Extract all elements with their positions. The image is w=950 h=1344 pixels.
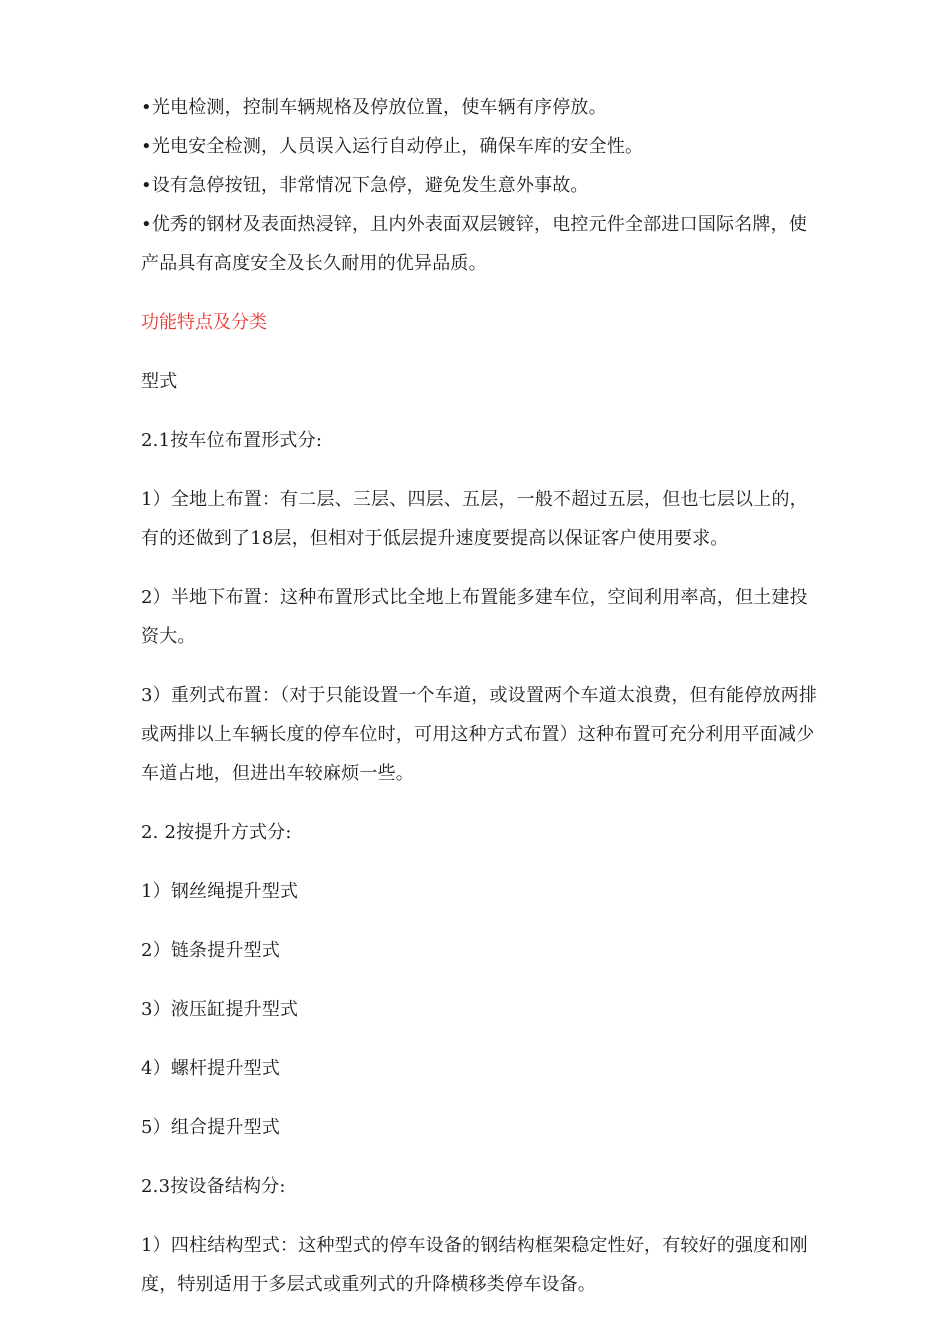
bullet-item: •光电检测，控制车辆规格及停放位置，使车辆有序停放。 bbox=[141, 97, 607, 118]
feature-bullet-list bbox=[141, 88, 821, 283]
paragraph: 2）链条提升型式 bbox=[141, 940, 281, 961]
section-title: 功能特点及分类 bbox=[141, 312, 267, 333]
paragraph: 3）液压缸提升型式 bbox=[141, 999, 299, 1020]
paragraph: 型式 bbox=[141, 371, 178, 392]
paragraph: 2.3按设备结构分: bbox=[141, 1176, 286, 1197]
bullet-item: •设有急停按钮，非常情况下急停，避免发生意外事故。 bbox=[141, 175, 589, 196]
bullet-item: •光电安全检测，人员误入运行自动停止，确保车库的安全性。 bbox=[141, 136, 644, 157]
paragraph: 4）螺杆提升型式 bbox=[141, 1058, 281, 1079]
paragraph: 2.1按车位布置形式分: bbox=[141, 430, 323, 451]
paragraph: 3）重列式布置：（对于只能设置一个车道，或设置两个车道太浪费，但有能停放两排或两排以上车辆长度的停车位时，可用这种方式布置）这种布置可充分利用平面减少车道占地，但进出车较麻烦一些。 bbox=[141, 685, 818, 784]
paragraph: 2）半地下布置：这种布置形式比全地上布置能多建车位，空间利用率高，但土建投资大。 bbox=[141, 587, 808, 647]
document-page bbox=[141, 88, 821, 1304]
paragraph: 1）四柱结构型式：这种型式的停车设备的钢结构框架稳定性好，有较好的强度和刚度，特别适用于多层式或重列式的升降横移类停车设备。 bbox=[141, 1235, 808, 1295]
bullet-item: •优秀的钢材及表面热浸锌，且内外表面双层镀锌，电控元件全部进口国际名牌，使产品具有高度安全及长久耐用的优异品质。 bbox=[141, 214, 808, 274]
paragraph: 5）组合提升型式 bbox=[141, 1117, 281, 1138]
paragraph: 1）全地上布置：有二层、三层、四层、五层，一般不超过五层，但也七层以上的，有的还做到了18层，但相对于低层提升速度要提高以保证客户使用要求。 bbox=[141, 489, 808, 549]
paragraph: 1）钢丝绳提升型式 bbox=[141, 881, 299, 902]
paragraph: 2. 2按提升方式分: bbox=[141, 822, 292, 843]
